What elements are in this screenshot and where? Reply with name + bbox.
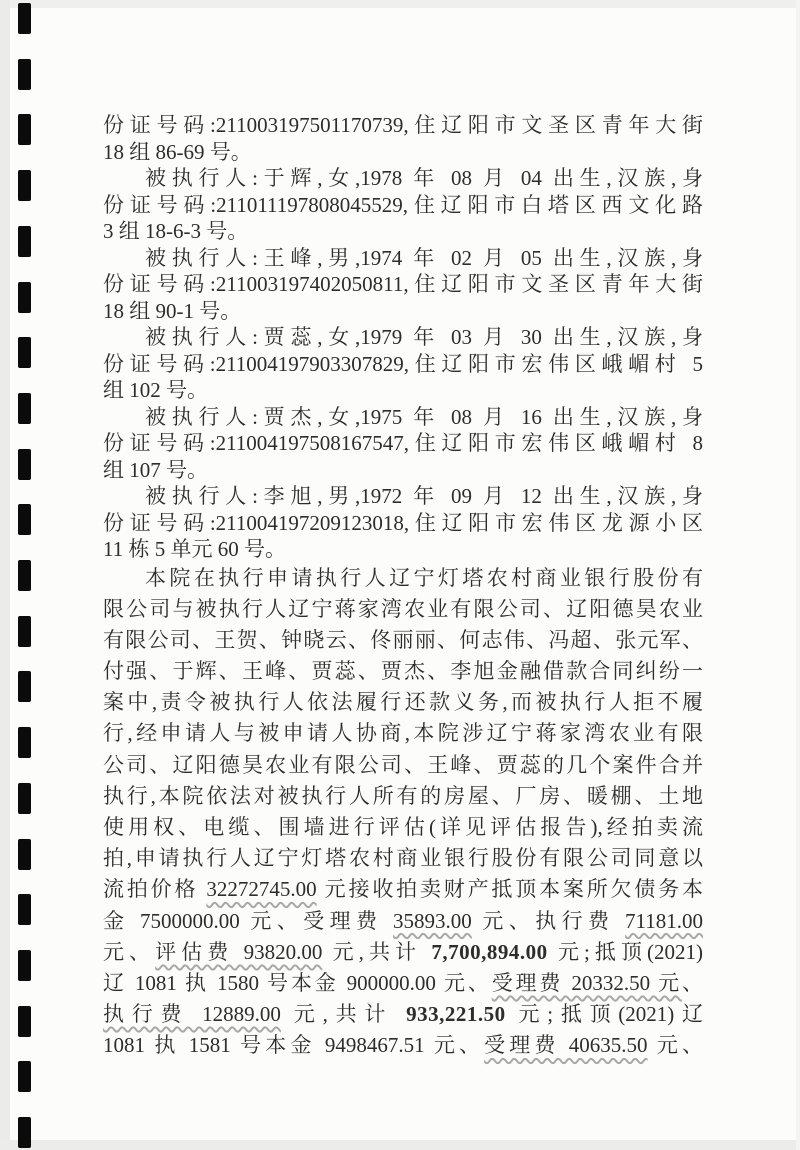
text-segment: 11 栋 5 单元 60 号。 xyxy=(103,537,286,561)
pencil-underlined-amount: 受理费 20332.50 元 xyxy=(491,970,683,995)
binder-hole xyxy=(18,282,31,313)
scan-edge-left xyxy=(0,0,10,1150)
text-segment: 元接收拍卖财产抵顶本案所欠债务本 xyxy=(316,877,704,902)
text-segment: 元、执行费 xyxy=(471,908,626,933)
binder-hole xyxy=(18,671,31,702)
binder-hole xyxy=(18,226,31,257)
binder-hole xyxy=(18,950,31,981)
text-line xyxy=(103,377,703,404)
binder-hole xyxy=(18,170,31,201)
binder-hole xyxy=(18,783,31,814)
binder-hole xyxy=(18,449,31,480)
text-line xyxy=(103,718,703,749)
text-line xyxy=(103,563,703,594)
text-segment: 份证号码:211004197508167547,住辽阳市宏伟区峨嵋村 8 xyxy=(103,431,703,455)
text-line xyxy=(103,536,703,563)
text-segment: 付强、于辉、王峰、贾蕊、贾杰、李旭金融借款合同纠纷一 xyxy=(103,659,703,684)
binder-hole xyxy=(18,114,31,145)
text-segment: 元;抵顶(2021)辽 xyxy=(505,1002,704,1027)
text-segment: 被执行人:王峰,男,1974 年 02 月 05 出生,汉族,身 xyxy=(145,245,703,270)
document-body xyxy=(103,112,703,1062)
text-segment: 被执行人:于辉,女,1978 年 08 月 04 出生,汉族,身 xyxy=(145,166,703,190)
scan-edge-top xyxy=(0,0,800,8)
text-segment: 拍,申请执行人辽宁灯塔农村商业银行股份有限公司同意以 xyxy=(103,846,703,871)
text-line xyxy=(103,404,703,431)
debtor-entry-wangfeng xyxy=(103,245,703,325)
text-line xyxy=(103,271,703,298)
bold-total-amount: 933,221.50 xyxy=(406,1002,506,1027)
text-segment: 公司、辽阳德昊农业有限公司、王峰、贾蕊的几个案件合并 xyxy=(103,752,703,777)
text-segment: 18 组 90-1 号。 xyxy=(103,298,242,323)
text-segment: 份证号码:211004197209123018,住辽阳市宏伟区龙源小区 xyxy=(103,510,703,535)
text-segment: 限公司与被执行人辽宁蒋家湾农业有限公司、辽阳德昊农业 xyxy=(103,596,703,621)
text-line xyxy=(103,165,703,192)
binder-hole xyxy=(18,727,31,758)
binder-hole xyxy=(18,560,31,591)
text-line xyxy=(103,937,703,968)
text-line xyxy=(103,430,703,457)
debtor-entry-continued xyxy=(103,112,703,165)
binder-hole xyxy=(18,337,31,368)
text-segment: 18 组 86-69 号。 xyxy=(103,139,252,164)
pencil-underlined-amount: 32272745.00 xyxy=(206,877,317,902)
execution-main-paragraph xyxy=(103,563,703,1062)
text-line xyxy=(103,245,703,272)
pencil-underlined-amount: 评估费 93820.00 xyxy=(155,939,323,964)
scan-edge-right xyxy=(796,0,800,1150)
text-line xyxy=(103,324,703,351)
text-line xyxy=(103,192,703,219)
binder-hole xyxy=(18,1006,31,1037)
text-segment: 份证号码:211004197903307829,住辽阳市宏伟区峨嵋村 5 xyxy=(103,351,703,376)
text-line xyxy=(103,298,703,325)
scan-edge-bottom xyxy=(0,1140,800,1150)
text-segment: 1081 执 1581 号本金 9498467.51 元、 xyxy=(103,1033,485,1058)
text-segment: 元;抵顶(2021) xyxy=(547,939,703,964)
text-line xyxy=(103,483,703,510)
debtor-entry-jiarui xyxy=(103,324,703,404)
binder-hole xyxy=(18,1117,31,1148)
text-segment: 3 组 18-6-3 号。 xyxy=(103,219,249,243)
text-line xyxy=(103,1030,703,1061)
pencil-underlined-amount: 35893.00 xyxy=(393,908,472,933)
text-line xyxy=(103,594,703,625)
text-line xyxy=(103,906,703,937)
text-line xyxy=(103,750,703,781)
text-line xyxy=(103,112,703,139)
text-line xyxy=(103,139,703,166)
text-segment: 被执行人:贾杰,女,1975 年 08 月 16 出生,汉族,身 xyxy=(145,404,703,429)
text-line xyxy=(103,968,703,999)
debtor-entry-lixu xyxy=(103,483,703,563)
binder-hole xyxy=(18,616,31,647)
text-segment: 份证号码:211011197808045529,住辽阳市白塔区西文化路 xyxy=(103,192,703,217)
binder-hole xyxy=(18,839,31,870)
text-line xyxy=(103,874,703,905)
text-line xyxy=(103,625,703,656)
text-segment: 有限公司、王贺、钟晓云、佟丽丽、何志伟、冯超、张元军、 xyxy=(103,627,703,652)
text-segment: 元,共计 xyxy=(322,939,432,964)
binder-hole xyxy=(18,504,31,535)
text-segment: 金 7500000.00 元、受理费 xyxy=(103,908,394,933)
binder-hole xyxy=(18,894,31,925)
bold-total-amount: 7,700,894.00 xyxy=(431,939,548,964)
text-segment: 辽 1081 执 1580 号本金 900000.00 元、 xyxy=(103,970,492,995)
text-line xyxy=(103,687,703,718)
text-line xyxy=(103,351,703,378)
text-line xyxy=(103,781,703,812)
debtor-entry-yuhui xyxy=(103,165,703,245)
binder-hole xyxy=(18,59,31,90)
text-segment: 组 107 号。 xyxy=(103,457,208,482)
text-segment: 执行,本院依法对被执行人所有的房屋、厂房、暖棚、土地 xyxy=(103,783,703,808)
text-segment: 元、 xyxy=(103,939,156,964)
pencil-underlined-amount: 受理费 40635.50 xyxy=(484,1033,648,1058)
text-segment: 行,经申请人与被申请人协商,本院涉辽宁蒋家湾农业有限 xyxy=(103,721,703,746)
binder-hole xyxy=(18,1061,31,1092)
text-segment: 份证号码:211003197501170739,住辽阳市文圣区青年大街 xyxy=(103,113,703,137)
text-line xyxy=(103,510,703,537)
text-segment: 元,共计 xyxy=(280,1002,407,1027)
binder-hole xyxy=(18,393,31,424)
text-line xyxy=(103,999,703,1030)
text-line xyxy=(103,812,703,843)
text-line xyxy=(103,457,703,484)
text-segment: 元、 xyxy=(647,1033,704,1058)
text-segment: 份证号码:211003197402050811,住辽阳市文圣区青年大街 xyxy=(103,272,703,296)
binder-hole xyxy=(18,3,31,34)
text-line xyxy=(103,218,703,245)
text-segment: 流拍价格 xyxy=(103,877,207,902)
text-segment: 案中,责令被执行人依法履行还款义务,而被执行人拒不履 xyxy=(103,690,703,715)
text-segment: 组 102 号。 xyxy=(103,378,208,402)
pencil-underlined-amount: 执行费 12889.00 xyxy=(103,1002,281,1027)
text-line xyxy=(103,656,703,687)
pencil-underlined-amount: 71181.00 xyxy=(625,908,704,933)
text-line xyxy=(103,843,703,874)
text-segment: 被执行人:贾蕊,女,1979 年 03 月 30 出生,汉族,身 xyxy=(145,325,703,349)
text-segment: 、 xyxy=(682,970,704,995)
text-segment: 使用权、电缆、围墙进行评估(详见评估报告),经拍卖流 xyxy=(103,815,703,839)
debtor-entry-jiajie xyxy=(103,404,703,484)
text-segment: 本院在执行申请执行人辽宁灯塔农村商业银行股份有 xyxy=(145,565,703,590)
text-segment: 被执行人:李旭,男,1972 年 09 月 12 出生,汉族,身 xyxy=(145,484,703,508)
